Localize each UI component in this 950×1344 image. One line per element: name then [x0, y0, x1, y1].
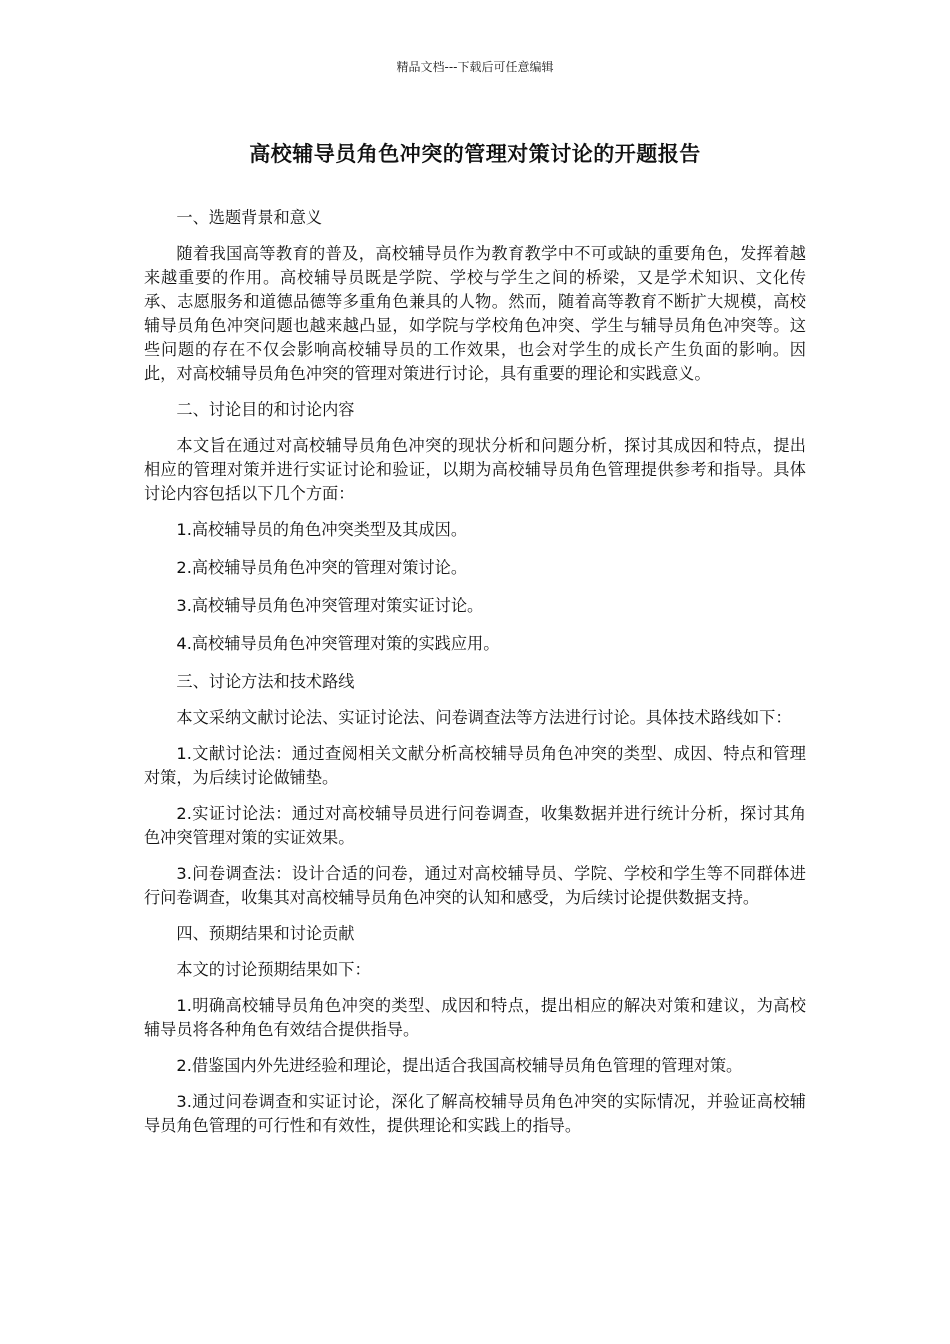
body-paragraph: 1.明确高校辅导员角色冲突的类型、成因和特点，提出相应的解决对策和建议，为高校辅导员将各种角色有效结合提供指导。 — [144, 996, 806, 1039]
section-heading: 三、讨论方法和技术路线 — [176, 672, 355, 691]
body-paragraph: 本文采纳文献讨论法、实证讨论法、问卷调查法等方法进行讨论。具体技术路线如下： — [176, 708, 792, 727]
header-note: 精品文档---下载后可任意编辑 — [396, 60, 554, 74]
body-paragraph: 本文旨在通过对高校辅导员角色冲突的现状分析和问题分析，探讨其成因和特点，提出相应的管理对策并进行实证讨论和验证，以期为高校辅导员角色管理提供参考和指导。具体讨论内容包括以下几个方面： — [144, 436, 806, 503]
body-paragraph: 3.通过问卷调查和实证讨论，深化了解高校辅导员角色冲突的实际情况，并验证高校辅导员角色管理的可行性和有效性，提供理论和实践上的指导。 — [144, 1092, 806, 1135]
list-item: 3.高校辅导员角色冲突管理对策实证讨论。 — [176, 596, 484, 615]
section-heading: 二、讨论目的和讨论内容 — [176, 400, 355, 419]
list-item: 4.高校辅导员角色冲突管理对策的实践应用。 — [176, 634, 500, 653]
section-heading: 四、预期结果和讨论贡献 — [176, 924, 355, 943]
list-item: 1.高校辅导员的角色冲突类型及其成因。 — [176, 520, 468, 539]
document-title: 高校辅导员角色冲突的管理对策讨论的开题报告 — [249, 142, 701, 166]
body-paragraph: 2.借鉴国内外先进经验和理论，提出适合我国高校辅导员角色管理的管理对策。 — [176, 1056, 743, 1075]
document-body — [144, 206, 806, 1150]
body-paragraph: 1.文献讨论法：通过查阅相关文献分析高校辅导员角色冲突的类型、成因、特点和管理对策，为后续讨论做铺垫。 — [144, 744, 806, 787]
body-paragraph: 2.实证讨论法：通过对高校辅导员进行问卷调查，收集数据并进行统计分析，探讨其角色冲突管理对策的实证效果。 — [144, 804, 806, 847]
body-paragraph: 本文的讨论预期结果如下： — [176, 960, 371, 979]
body-paragraph: 随着我国高等教育的普及，高校辅导员作为教育教学中不可或缺的重要角色，发挥着越来越重要的作用。高校辅导员既是学院、学校与学生之间的桥梁，又是学术知识、文化传承、志愿服务和道德品德等多重角色兼具的人物。然而，随着高等教育不断扩大规模，高校辅导员角色冲突问题也越来越凸显，如学院与学校角色冲突、学生与辅导员角色冲突等。这些问题的存在不仅会影响高校辅导员的工作效果，也会对学生的成长产生负面的影响。因此，对高校辅导员角色冲突的管理对策进行讨论，具有重要的理论和实践意义。 — [144, 244, 806, 383]
list-item: 2.高校辅导员角色冲突的管理对策讨论。 — [176, 558, 468, 577]
section-heading: 一、选题背景和意义 — [176, 208, 323, 227]
body-paragraph: 3.问卷调查法：设计合适的问卷，通过对高校辅导员、学院、学校和学生等不同群体进行问卷调查，收集其对高校辅导员角色冲突的认知和感受，为后续讨论提供数据支持。 — [144, 864, 806, 907]
